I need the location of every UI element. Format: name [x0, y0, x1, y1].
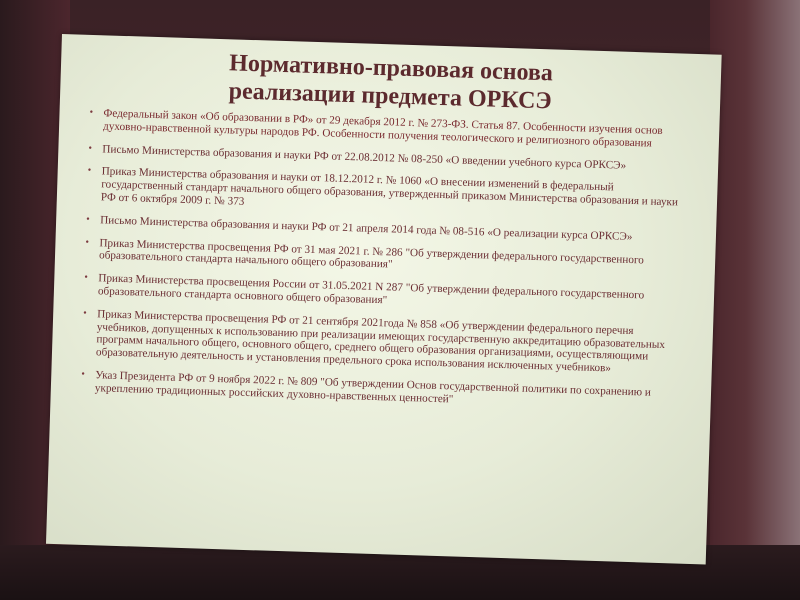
list-item-text: Письмо Министерства образования и науки РФ от 21 апреля 2014 года № 08-516 «О реализации курса ОРКСЭ»: [99, 214, 633, 243]
wall-right: [710, 0, 800, 600]
list-item-text: Приказ Министерства просвещения РФ от 31 мая 2021 г. № 286 "Об утверждении федерального государственного образовательного стандарта начального общего образования": [98, 236, 645, 271]
bullet-icon: •: [88, 142, 93, 154]
list-item-text: Письмо Министерства образования и науки РФ от 22.08.2012 № 08-250 «О введении учебного курса ОРКСЭ»: [102, 142, 627, 172]
bullet-icon: •: [85, 236, 90, 248]
slide-title-line-1: Нормативно-правовая основа: [228, 50, 554, 87]
bullet-icon: •: [84, 271, 89, 284]
bullet-icon: •: [83, 307, 87, 319]
list-item: [87, 165, 692, 222]
slide-title-line-2: реализации предмета ОРКСЭ: [228, 78, 553, 115]
bullet-icon: •: [87, 165, 92, 177]
list-item: [82, 308, 687, 378]
list-item: [81, 369, 686, 414]
list-item-text: Указ Президента РФ от 9 ноября 2022 г. № 809 "Об утверждении Основ государственной политики по сохранению и укреплению традиционных российских духовно-нравственных ценностей": [94, 369, 652, 406]
projected-slide: [46, 34, 722, 564]
bullet-icon: •: [86, 213, 90, 225]
list-item-text: Приказ Министерства просвещения России от 31.05.2021 N 287 "Об утверждении федерального государственного образовательного стандарта основного общего образования": [97, 272, 645, 307]
list-item-text: Федеральный закон «Об образовании в РФ» от 29 декабря 2012 г. № 273-ФЗ. Статья 87. Особенности изучения основ духовно-нравственной культуры народов РФ. Особенности получения теологического и религиозного образования: [102, 107, 663, 150]
list-item-text: Приказ Министерства образования и науки от 18.12.2012 г. № 1060 «О внесении изменений в федеральный государственный стандарт начального общего образования, утвержденный приказом Министерства образования и науки РФ от 6 октября 2009 г. № 373: [100, 165, 679, 209]
bullet-icon: •: [81, 368, 86, 380]
bullet-icon: •: [89, 106, 94, 119]
list-item-text: Приказ Министерства просвещения РФ от 21 сентября 2021года № 858 «Об утверждении федерального перечня учебников, допущенных к использованию при реализации имеющих государственную аккредитацию образовательных программ начального общего, основного общего, среднего общего образования организациями, осуществляющими образовательную деятельность и установления предельного срока использования исключенных учебников»: [95, 308, 666, 375]
legal-basis-list: [81, 107, 694, 413]
